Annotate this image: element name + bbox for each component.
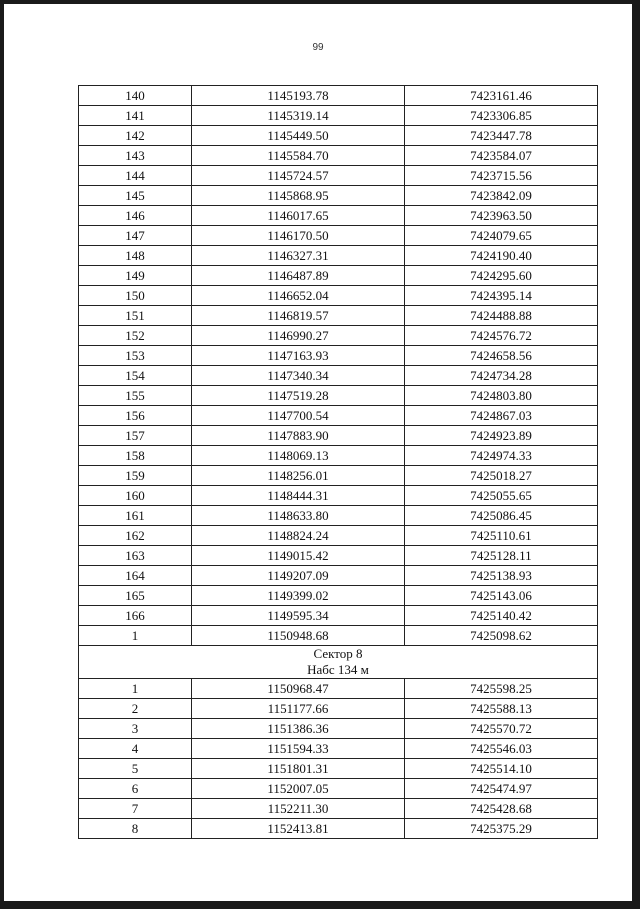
point-number-cell: 5 — [79, 759, 192, 779]
y-coordinate-cell: 7425143.06 — [405, 586, 598, 606]
table-row — [79, 86, 598, 106]
point-number-cell: 147 — [79, 226, 192, 246]
table-row — [79, 146, 598, 166]
table-row — [79, 226, 598, 246]
section-title: Сектор 8 — [313, 646, 363, 661]
point-number-cell: 163 — [79, 546, 192, 566]
x-coordinate-cell: 1146327.31 — [192, 246, 405, 266]
table-row — [79, 546, 598, 566]
x-coordinate-cell: 1145868.95 — [192, 186, 405, 206]
table-row — [79, 626, 598, 646]
y-coordinate-cell: 7424488.88 — [405, 306, 598, 326]
y-coordinate-cell: 7425098.62 — [405, 626, 598, 646]
x-coordinate-cell: 1151386.36 — [192, 719, 405, 739]
x-coordinate-cell: 1147340.34 — [192, 366, 405, 386]
table-row — [79, 819, 598, 839]
point-number-cell: 3 — [79, 719, 192, 739]
x-coordinate-cell: 1146487.89 — [192, 266, 405, 286]
coordinates-table-body — [79, 86, 598, 839]
table-row — [79, 286, 598, 306]
table-row — [79, 446, 598, 466]
x-coordinate-cell: 1146017.65 — [192, 206, 405, 226]
x-coordinate-cell: 1148069.13 — [192, 446, 405, 466]
y-coordinate-cell: 7424395.14 — [405, 286, 598, 306]
x-coordinate-cell: 1147883.90 — [192, 426, 405, 446]
point-number-cell: 8 — [79, 819, 192, 839]
x-coordinate-cell: 1149399.02 — [192, 586, 405, 606]
point-number-cell: 1 — [79, 679, 192, 699]
table-row — [79, 606, 598, 626]
x-coordinate-cell: 1148633.80 — [192, 506, 405, 526]
table-row — [79, 466, 598, 486]
y-coordinate-cell: 7425598.25 — [405, 679, 598, 699]
table-row — [79, 326, 598, 346]
y-coordinate-cell: 7425474.97 — [405, 779, 598, 799]
y-coordinate-cell: 7425086.45 — [405, 506, 598, 526]
table-row — [79, 406, 598, 426]
point-number-cell: 159 — [79, 466, 192, 486]
y-coordinate-cell: 7425110.61 — [405, 526, 598, 546]
x-coordinate-cell: 1148824.24 — [192, 526, 405, 546]
table-row — [79, 506, 598, 526]
x-coordinate-cell: 1152007.05 — [192, 779, 405, 799]
section-subtitle: Набс 134 м — [307, 662, 369, 677]
table-row — [79, 526, 598, 546]
x-coordinate-cell: 1146819.57 — [192, 306, 405, 326]
x-coordinate-cell: 1151594.33 — [192, 739, 405, 759]
y-coordinate-cell: 7423584.07 — [405, 146, 598, 166]
x-coordinate-cell: 1145584.70 — [192, 146, 405, 166]
x-coordinate-cell: 1150948.68 — [192, 626, 405, 646]
table-row — [79, 779, 598, 799]
x-coordinate-cell: 1150968.47 — [192, 679, 405, 699]
point-number-cell: 154 — [79, 366, 192, 386]
y-coordinate-cell: 7425514.10 — [405, 759, 598, 779]
table-row — [79, 759, 598, 779]
point-number-cell: 146 — [79, 206, 192, 226]
document-page — [4, 4, 632, 901]
x-coordinate-cell: 1146652.04 — [192, 286, 405, 306]
x-coordinate-cell: 1146170.50 — [192, 226, 405, 246]
x-coordinate-cell: 1149207.09 — [192, 566, 405, 586]
x-coordinate-cell: 1146990.27 — [192, 326, 405, 346]
x-coordinate-cell: 1148444.31 — [192, 486, 405, 506]
table-row — [79, 126, 598, 146]
x-coordinate-cell: 1145193.78 — [192, 86, 405, 106]
y-coordinate-cell: 7424190.40 — [405, 246, 598, 266]
point-number-cell: 141 — [79, 106, 192, 126]
x-coordinate-cell: 1152211.30 — [192, 799, 405, 819]
point-number-cell: 143 — [79, 146, 192, 166]
point-number-cell: 162 — [79, 526, 192, 546]
y-coordinate-cell: 7423447.78 — [405, 126, 598, 146]
y-coordinate-cell: 7423161.46 — [405, 86, 598, 106]
y-coordinate-cell: 7424576.72 — [405, 326, 598, 346]
point-number-cell: 148 — [79, 246, 192, 266]
table-row — [79, 679, 598, 699]
x-coordinate-cell: 1147700.54 — [192, 406, 405, 426]
point-number-cell: 153 — [79, 346, 192, 366]
y-coordinate-cell: 7425428.68 — [405, 799, 598, 819]
point-number-cell: 1 — [79, 626, 192, 646]
point-number-cell: 160 — [79, 486, 192, 506]
y-coordinate-cell: 7424974.33 — [405, 446, 598, 466]
point-number-cell: 7 — [79, 799, 192, 819]
point-number-cell: 164 — [79, 566, 192, 586]
y-coordinate-cell: 7425375.29 — [405, 819, 598, 839]
y-coordinate-cell: 7425138.93 — [405, 566, 598, 586]
y-coordinate-cell: 7425546.03 — [405, 739, 598, 759]
y-coordinate-cell: 7423306.85 — [405, 106, 598, 126]
point-number-cell: 165 — [79, 586, 192, 606]
y-coordinate-cell: 7424295.60 — [405, 266, 598, 286]
point-number-cell: 150 — [79, 286, 192, 306]
table-row — [79, 306, 598, 326]
y-coordinate-cell: 7424734.28 — [405, 366, 598, 386]
x-coordinate-cell: 1145319.14 — [192, 106, 405, 126]
table-row — [79, 186, 598, 206]
page-number: 99 — [312, 42, 324, 53]
section-header-row — [79, 646, 598, 679]
x-coordinate-cell: 1147519.28 — [192, 386, 405, 406]
y-coordinate-cell: 7423963.50 — [405, 206, 598, 226]
x-coordinate-cell: 1152413.81 — [192, 819, 405, 839]
table-row — [79, 739, 598, 759]
x-coordinate-cell: 1149595.34 — [192, 606, 405, 626]
y-coordinate-cell: 7424867.03 — [405, 406, 598, 426]
y-coordinate-cell: 7425128.11 — [405, 546, 598, 566]
section-header-cell — [79, 646, 598, 679]
point-number-cell: 142 — [79, 126, 192, 146]
x-coordinate-cell: 1151801.31 — [192, 759, 405, 779]
table-row — [79, 366, 598, 386]
y-coordinate-cell: 7425018.27 — [405, 466, 598, 486]
coordinates-table — [78, 85, 598, 839]
y-coordinate-cell: 7423842.09 — [405, 186, 598, 206]
table-row — [79, 166, 598, 186]
table-row — [79, 799, 598, 819]
table-row — [79, 266, 598, 286]
point-number-cell: 151 — [79, 306, 192, 326]
y-coordinate-cell: 7425140.42 — [405, 606, 598, 626]
y-coordinate-cell: 7423715.56 — [405, 166, 598, 186]
point-number-cell: 158 — [79, 446, 192, 466]
table-row — [79, 486, 598, 506]
table-row — [79, 566, 598, 586]
point-number-cell: 161 — [79, 506, 192, 526]
point-number-cell: 156 — [79, 406, 192, 426]
x-coordinate-cell: 1145449.50 — [192, 126, 405, 146]
table-row — [79, 699, 598, 719]
y-coordinate-cell: 7424923.89 — [405, 426, 598, 446]
y-coordinate-cell: 7424658.56 — [405, 346, 598, 366]
x-coordinate-cell: 1151177.66 — [192, 699, 405, 719]
point-number-cell: 4 — [79, 739, 192, 759]
point-number-cell: 6 — [79, 779, 192, 799]
table-row — [79, 246, 598, 266]
table-row — [79, 719, 598, 739]
table-row — [79, 386, 598, 406]
point-number-cell: 2 — [79, 699, 192, 719]
table-row — [79, 426, 598, 446]
y-coordinate-cell: 7425570.72 — [405, 719, 598, 739]
y-coordinate-cell: 7425055.65 — [405, 486, 598, 506]
point-number-cell: 166 — [79, 606, 192, 626]
y-coordinate-cell: 7425588.13 — [405, 699, 598, 719]
table-row — [79, 586, 598, 606]
point-number-cell: 152 — [79, 326, 192, 346]
point-number-cell: 155 — [79, 386, 192, 406]
table-row — [79, 346, 598, 366]
point-number-cell: 145 — [79, 186, 192, 206]
point-number-cell: 144 — [79, 166, 192, 186]
table-row — [79, 106, 598, 126]
point-number-cell: 140 — [79, 86, 192, 106]
y-coordinate-cell: 7424079.65 — [405, 226, 598, 246]
x-coordinate-cell: 1149015.42 — [192, 546, 405, 566]
point-number-cell: 149 — [79, 266, 192, 286]
y-coordinate-cell: 7424803.80 — [405, 386, 598, 406]
x-coordinate-cell: 1145724.57 — [192, 166, 405, 186]
x-coordinate-cell: 1147163.93 — [192, 346, 405, 366]
x-coordinate-cell: 1148256.01 — [192, 466, 405, 486]
table-row — [79, 206, 598, 226]
point-number-cell: 157 — [79, 426, 192, 446]
